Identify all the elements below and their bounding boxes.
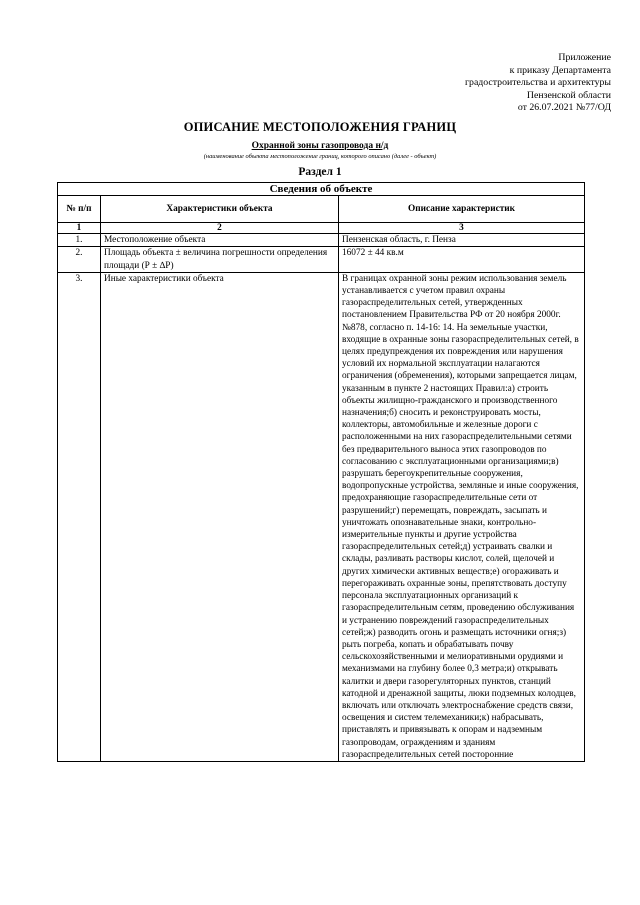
row-value: В границах охранной зоны режим использования земель устанавливается с учетом правил охраны газораспределительных сетей, утвержденных постановлением Правительства РФ от 20 ноября 2000г. №878, согласно п. 14-16: 14. На земельные участки, входящие в охранные зоны газораспределительных сетей, в целях предупреждения их повреждения или нарушения условий их нормальной эксплуатации налагаются ограничения (обременения), которыми запрещается лицам, указанным в пункте 2 настоящих Правил:а) строить объекты жилищно-гражданского и производственного назначения;б) сносить и реконструировать мосты, коллекторы, автомобильные и железные дороги с расположенными на них газораспределительными сетями без предварительного выноса этих газопроводов по согласованию с эксплуатационными организациями;в) разрушать берегоукрепительные сооружения, водопропускные устройства, земляные и иные сооружения, предохраняющие газораспределительные сети от разрушений;г) перемещать, повреждать, засыпать и уничтожать опознавательные знаки, контрольно-измерительные пункты и другие устройства газораспределительных сетей;д) устраивать свалки и склады, разливать растворы кислот, солей, щелочей и других химически активных веществ;е) огораживать и перегораживать охранные зоны, препятствовать доступу персонала эксплуатационных организаций к газораспределительным сетям, проведению обслуживания и устранению повреждений газораспределительных сетей;ж) разводить огонь и размещать источники огня;з) рыть погреба, копать и обрабатывать почву сельскохозяйственными и мелиоративными орудиями и механизмами на глубину более 0,3 метра;и) открывать калитки и двери газорегуляторных пунктов, станций катодной и дренажной защиты, люки подземных колодцев, включать или отключать электроснабжение средств связи, освещения и систем телемеханики;к) набрасывать, приставлять и привязывать к опорам и надземным газопроводам, ограждениям и зданиям газораспределительных сетей посторонние bbox=[339, 272, 585, 761]
row-name: Площадь объекта ± величина погрешности определения площади (Р ± ∆Р) bbox=[101, 247, 339, 272]
appendix-line: Пензенской области bbox=[526, 89, 611, 101]
object-name-wrapper bbox=[0, 141, 640, 151]
column-header-num: № п/п bbox=[58, 196, 101, 223]
column-number-row bbox=[58, 223, 585, 234]
appendix-line: Приложение bbox=[558, 52, 611, 63]
column-number: 3 bbox=[339, 223, 585, 234]
document-title: ОПИСАНИЕ МЕСТОПОЛОЖЕНИЯ ГРАНИЦ bbox=[183, 120, 457, 134]
table-heading: Сведения об объекте bbox=[58, 183, 585, 196]
table-heading-row bbox=[58, 183, 585, 196]
object-name-note: (наименование объекта местоположение границ, которого описано (далее - объект) bbox=[203, 153, 437, 160]
row-value: Пензенская область, г. Пенза bbox=[339, 234, 585, 247]
object-info-table bbox=[57, 182, 585, 762]
column-header-row bbox=[58, 196, 585, 223]
appendix-line: от 26.07.2021 №77/ОД bbox=[517, 102, 611, 114]
column-header-description: Описание характеристик bbox=[339, 196, 585, 223]
column-header-characteristic: Характеристики объекта bbox=[101, 196, 339, 223]
section-title: Раздел 1 bbox=[298, 166, 342, 178]
row-num: 1. bbox=[58, 234, 101, 247]
row-value: 16072 ± 44 кв.м bbox=[339, 247, 585, 272]
appendix-line: к приказу Департамента bbox=[509, 64, 611, 76]
table-row bbox=[58, 247, 585, 272]
row-name: Иные характеристики объекта bbox=[101, 272, 339, 761]
column-number: 1 bbox=[58, 223, 101, 234]
column-number: 2 bbox=[101, 223, 339, 234]
appendix-block bbox=[371, 52, 611, 115]
row-num: 2. bbox=[58, 247, 101, 272]
appendix-line: градостроительства и архитектуры bbox=[465, 77, 611, 89]
table-row bbox=[58, 272, 585, 761]
object-name: Охранной зоны газопровода н/д bbox=[251, 141, 389, 151]
row-num: 3. bbox=[58, 272, 101, 761]
table-row bbox=[58, 234, 585, 247]
row-name: Местоположение объекта bbox=[101, 234, 339, 247]
